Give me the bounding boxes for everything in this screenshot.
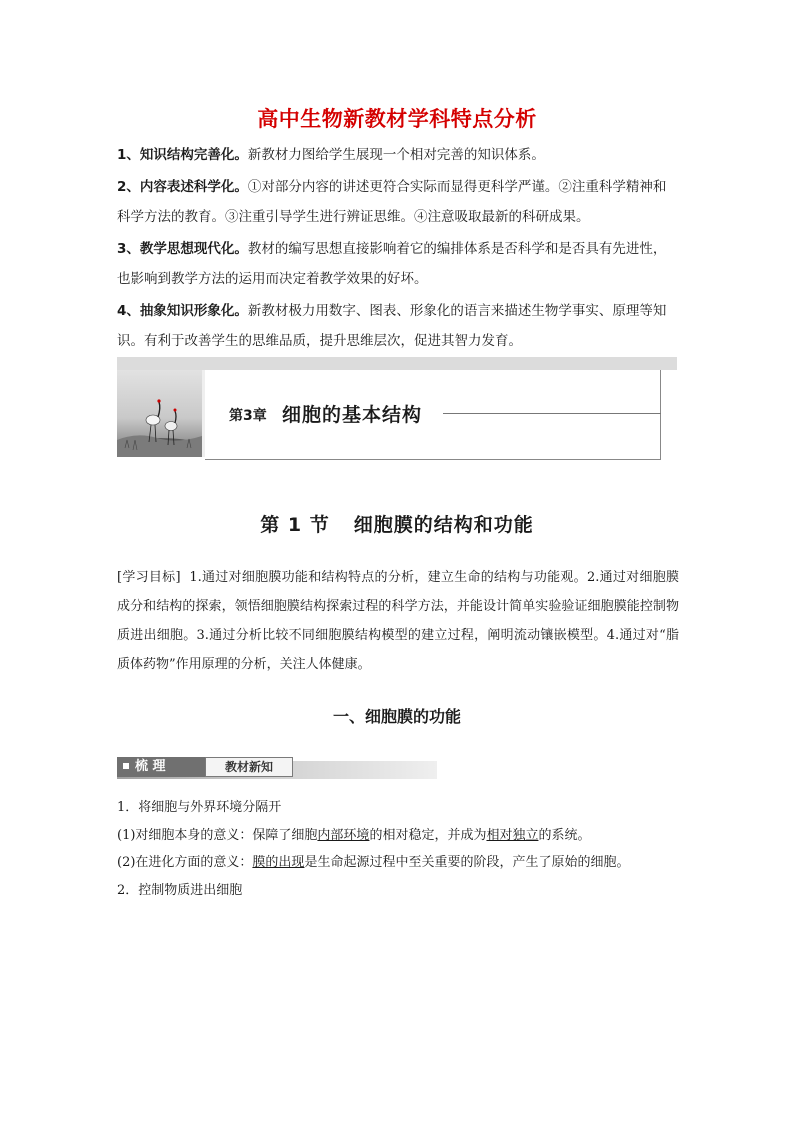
list-item	[117, 826, 687, 846]
feature-paragraph-1	[117, 140, 679, 170]
chapter-number: 第3章	[229, 408, 267, 424]
banner-frame	[205, 370, 661, 460]
section-number: 第 1 节	[260, 514, 330, 536]
banner-rule	[443, 413, 661, 414]
item-text: 的相对稳定，并成为	[369, 828, 487, 843]
feature-text: ①对部分内容的讲述更符合实际而显得更科学严谨。②注重科学精神和科学方法的教育。③注重引导学生进行辨证思维。④注意吸取最新的科研成果。	[117, 179, 667, 225]
list-item: 1．将细胞与外界环境分隔开	[117, 800, 282, 815]
goals-text: 1.通过对细胞膜功能和结构特点的分析，建立生命的结构与功能观。2.通过对细胞膜成分和结构的探索，领悟细胞膜结构探索过程的科学方法，并能设计简单实验验证细胞膜能控制物质进出细胞。3.通过分析比较不同细胞膜结构模型的建立过程，阐明流动镶嵌模型。4.通过对“脂质体药物”作用原理的分析，关注人体健康。	[117, 570, 679, 672]
subsection-title: 一、细胞膜的功能	[332, 707, 461, 726]
tag-sub: 教材新知	[205, 757, 293, 777]
list-item	[117, 853, 687, 873]
feature-text: 新教材力图给学生展现一个相对完善的知识体系。	[247, 147, 545, 163]
feature-label: 4、抽象知识形象化。	[117, 303, 248, 319]
learning-goals	[117, 563, 679, 679]
chapter-title: 细胞的基本结构	[282, 404, 423, 426]
item-text: (2)在进化方面的意义：	[117, 855, 253, 870]
tag-main	[117, 757, 205, 777]
underlined-term: 相对独立	[486, 828, 539, 843]
goals-label: [学习目标]	[117, 570, 181, 585]
square-icon	[123, 763, 129, 769]
feature-label: 3、教学思想现代化。	[117, 241, 248, 257]
banner-top-bar	[117, 357, 677, 370]
feature-label: 1、知识结构完善化。	[117, 147, 248, 163]
feature-label: 2、内容表述科学化。	[117, 179, 248, 195]
feature-text: 教材的编写思想直接影响着它的编排体系是否科学和是否具有先进性，也影响到教学方法的运用而决定着教学效果的好坏。	[117, 241, 667, 287]
section-heading	[0, 510, 794, 537]
underlined-term: 内部环境	[317, 828, 370, 843]
feature-text: 新教材极力用数字、图表、形象化的语言来描述生物学事实、原理等知识。有利于改善学生的思维品质，提升思维层次，促进其智力发育。	[117, 303, 667, 349]
chapter-banner	[117, 357, 677, 461]
section-title: 细胞膜的结构和功能	[353, 514, 534, 536]
crane-photo	[117, 370, 202, 457]
item-text: 是生命起源过程中至关重要的阶段，产生了原始的细胞。	[304, 855, 630, 870]
underlined-term: 膜的出现	[252, 855, 305, 870]
feature-paragraph-2	[117, 172, 679, 232]
page-title: 高中生物新教材学科特点分析	[257, 107, 537, 131]
feature-paragraph-4	[117, 296, 679, 356]
feature-paragraph-3	[117, 234, 679, 294]
item-text: (1)对细胞本身的意义：保障了细胞	[117, 828, 318, 843]
tag-main-label: 梳 理	[135, 759, 166, 774]
review-tag-bar	[117, 757, 437, 779]
list-item: 2．控制物质进出细胞	[117, 883, 243, 898]
item-text: 的系统。	[538, 828, 591, 843]
crane-illustration	[117, 370, 202, 457]
